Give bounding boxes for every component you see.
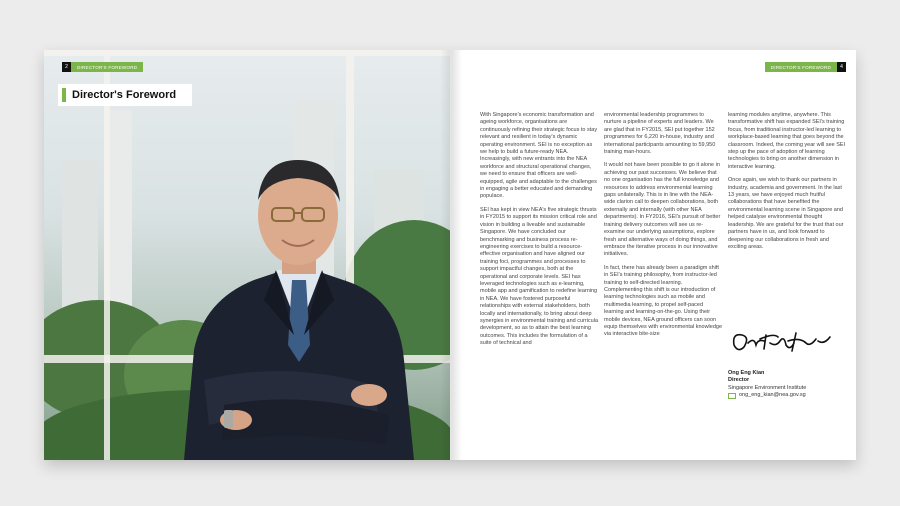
paragraph: Once again, we wish to thank our partners in industry, academia and government. In the last 13 years, we have enjoyed much fruitful collaborations that have benefited the environmental learning scene in Singapore and helped catalyse environmental thought leadership. We are grateful for the trust that our partners have in us, and look forward to deepening our collaborations in fresh and exciting areas. — [728, 177, 844, 250]
right-page — [450, 50, 856, 460]
paragraph: In fact, there has already been a paradigm shift in SEI's training philosophy, from instructor-led training to self-directed learning. Complementing this shift is our introduction of learning technologies such as mobile and multimedia learning, to propel self-paced learning and learning-on-the-go. Using their mobile devices, NEA ground officers can soon equip themselves with environmental knowledge via interactive bite-size — [604, 264, 723, 338]
signer-email-row — [728, 392, 806, 399]
paragraph: environmental leadership programmes to nurture a pipeline of experts and leaders. We are glad that in FY2015, SEI put together 152 programmes for 6,220 in-house, industry and international participants amounting to 59,950 training man-hours. — [604, 112, 716, 156]
signer-title: Director — [728, 377, 750, 384]
page-number: 4 — [837, 62, 846, 72]
section-badge — [62, 62, 143, 72]
brochure-spread — [44, 50, 856, 460]
signer-name: Ong Eng Kian — [728, 370, 765, 376]
paragraph: With Singapore's economic transformation and ageing workforce, organisations are continuously refining their strategic focus to stay relevant and resilient in today's dynamic operating environment. SEI is no exception as we help to build a future-ready NEA. Increasingly, with new entrants into the NEA workforce and structural operational changes, we need to ensure that officers are well-equipped, agile and adaptable to the challenges in engaging a better educated and demanding populace. — [480, 112, 598, 200]
signer-block — [728, 370, 806, 400]
left-page — [44, 50, 450, 460]
headline-box — [58, 84, 192, 106]
page-gutter — [440, 50, 462, 460]
paragraph: SEI has kept in view NEA's five strategic thrusts in FY2015 to support its mission critical role and vision in building a liveable and sustainable Singapore. We have concluded our benchmarking and business process re-engineering exercises to build a resource-effective organisation and have aligned our training foci, programmes and processes to support impactful changes, both at the operational and corporate levels. SEI has leveraged technologies such as e-learning, mobile app and gamification to redefine learning in NEA. We have fostered purposeful relationships with external stakeholders, both locally and internationally, to bring about deep synergies in environmental training and curricula development, so as to attain the best learning outcomes. This includes the formulation of a suite of technical and — [480, 206, 599, 347]
window-frame — [104, 50, 110, 460]
text-column-1 — [480, 112, 598, 354]
paragraph: It would not have been possible to go it alone in achieving our past successes. We believe that no one organisation has the full knowledge and resources to address environmental learning gaps unilaterally. This is in line with the NEA-wide clarion call to deepen collaborations, both externally and internally (with other NEA departments). In FY2016, SEI's pursuit of better training delivery outcomes will see us re-examine our underlying assumptions, explore fresh and alternative ways of doing things, and embrace the iterative process in our innovative initiatives. — [604, 162, 721, 258]
section-badge — [765, 62, 846, 72]
text-column-3 — [728, 112, 846, 257]
page-title: Director's Foreword — [72, 89, 177, 101]
text-column-2 — [604, 112, 722, 345]
signature — [730, 325, 840, 355]
signer-organisation: Singapore Environment Institute — [728, 384, 807, 391]
page-number: 2 — [62, 62, 71, 72]
accent-bar — [62, 88, 66, 102]
section-label: DIRECTOR'S FOREWORD — [71, 62, 143, 72]
director-portrait — [164, 130, 424, 460]
paragraph: learning modules anytime, anywhere. This transformative shift has expanded SEI's training focus, from traditional instructor-led learning to workplace-based learning that goes beyond the classroom. Indeed, the coming year will see SEI step up the pace of adoption of learning technologies to bring on another dimension in interactive learning. — [728, 112, 846, 170]
signer-email[interactable]: ong_eng_kian@nea.gov.sg — [739, 392, 806, 399]
email-icon — [728, 393, 736, 399]
section-label: DIRECTOR'S FOREWORD — [765, 62, 837, 72]
